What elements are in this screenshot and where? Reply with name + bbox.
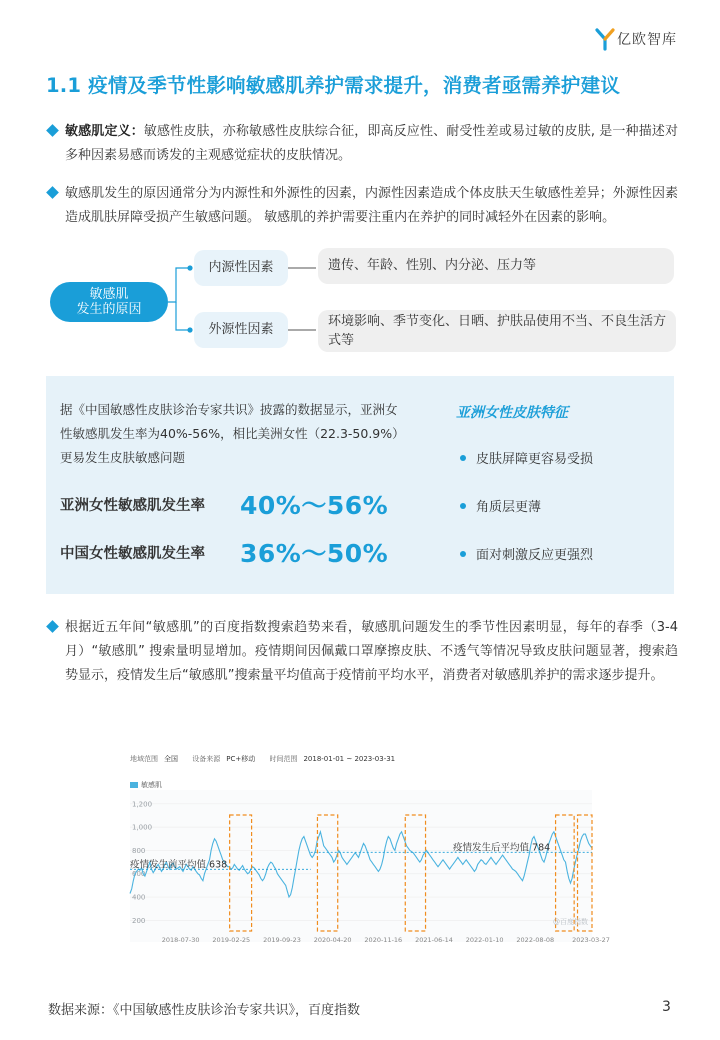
- legend-label: 敏感肌: [141, 781, 162, 789]
- bullet-dot-icon: [460, 551, 466, 557]
- trait-item: [460, 448, 593, 467]
- x-tick-label: 2019-09-23: [263, 936, 301, 944]
- trait-text: 角质层更薄: [476, 500, 542, 515]
- bullet-definition: [48, 120, 678, 168]
- brand-name: 亿欧智库: [617, 32, 677, 48]
- bullet-trend: [48, 616, 678, 688]
- chart-legend: [130, 780, 162, 790]
- y-tick-label: 600: [132, 870, 146, 879]
- legend-swatch: [130, 782, 138, 788]
- page-number: 3: [662, 999, 671, 1015]
- page-title: 1.1 疫情及季节性影响敏感肌养护需求提升，消费者亟需养护建议: [46, 74, 621, 97]
- diagram-root-line2: 发生的原因: [76, 302, 142, 317]
- bullet-dot-icon: [460, 503, 466, 509]
- diagram-desc-internal: 遗传、年龄、性别、内分泌、压力等: [318, 248, 674, 284]
- trait-text: 面对刺激反应更强烈: [476, 548, 594, 563]
- cause-diagram: [48, 244, 680, 356]
- x-tick-label: 2021-06-14: [415, 936, 453, 944]
- average-label: 疫情发生前平均值 638: [130, 859, 228, 871]
- y-tick-label: 1,000: [132, 823, 153, 832]
- brand-logo: [596, 26, 696, 52]
- meta-device-value: PC+移动: [226, 755, 256, 763]
- diagram-root-line1: 敏感肌: [89, 287, 129, 302]
- bullet-text: 根据近五年间“敏感肌”的百度指数搜索趋势来看，敏感肌问题发生的季节性因素明显，每年的春季（3-4月）“敏感肌” 搜索量明显增加。疫情期间因佩戴口罩摩擦皮肤、不透气等情况导致皮肤问题显著，搜索趋势显示，疫情发生后“敏感肌”搜索量平均值高于疫情前平均水平，消费者对敏感肌养护的需求逐步提升。: [65, 620, 678, 683]
- search-trend-chart: [126, 744, 610, 948]
- diagram-node-internal: 内源性因素: [194, 250, 288, 286]
- y-tick-label: 200: [132, 916, 146, 925]
- x-tick-label: 2020-04-20: [313, 936, 352, 944]
- bullet-dot-icon: [460, 455, 466, 461]
- chart-meta: [130, 754, 407, 764]
- chart-watermark: @百度指数: [553, 918, 588, 926]
- bullet-bold: 敏感肌定义：: [65, 124, 144, 139]
- meta-region-value: 全国: [164, 755, 178, 763]
- trait-item: [460, 496, 541, 515]
- trend-chart-svg: [126, 744, 610, 948]
- bullet-text: 敏感肌发生的原因通常分为内源性和外源性的因素，内源性因素造成个体皮肤天生敏感性差异；外源性因素造成肌肤屏障受损产生敏感问题。 敏感肌的养护需要注重内在养护的同时减轻外在因素的影响。: [65, 186, 678, 225]
- bullet-text: 敏感性皮肤，亦称敏感性皮肤综合征，即高反应性、耐受性差或易过敏的皮肤, 是一种描述对多种因素易感而诱发的主观感觉症状的皮肤情况。: [65, 124, 678, 163]
- meta-time-value: 2018-01-01 ~ 2023-03-31: [303, 755, 396, 763]
- x-tick-label: 2022-01-10: [465, 936, 504, 944]
- x-tick-label: 2018-07-30: [161, 936, 200, 944]
- trait-item: [460, 544, 593, 563]
- stat-label-china: 中国女性敏感肌发生率: [60, 546, 205, 562]
- y-tick-label: 1,200: [132, 800, 153, 809]
- diagram-node-external: 外源性因素: [194, 312, 288, 348]
- bullet-diamond-icon: [46, 620, 59, 633]
- meta-device-label: 设备来源: [192, 755, 221, 763]
- incidence-infobox: [46, 376, 674, 594]
- meta-region-label: 地域范围: [130, 755, 158, 763]
- brand-logo-icon: [596, 28, 614, 50]
- stat-value-china: 36%～50%: [240, 539, 389, 568]
- stat-value-asia: 40%～56%: [240, 491, 389, 520]
- x-tick-label: 2019-02-25: [212, 936, 251, 944]
- diagram-root: [50, 282, 168, 322]
- x-tick-label: 2023-03-27: [572, 936, 610, 944]
- x-tick-label: 2020-11-16: [364, 936, 403, 944]
- x-tick-label: 2022-08-08: [516, 936, 555, 944]
- data-source-footer: 数据来源：《中国敏感性皮肤诊治专家共识》，百度指数: [48, 1003, 361, 1018]
- diagram-desc-external: 环境影响、季节变化、日晒、护肤品使用不当、不良生活方式等: [318, 310, 676, 352]
- meta-time-label: 时间范围: [269, 755, 298, 763]
- bullet-diamond-icon: [46, 186, 59, 199]
- y-tick-label: 800: [132, 846, 146, 855]
- traits-title: 亚洲女性皮肤特征: [456, 405, 568, 421]
- y-tick-label: 400: [132, 893, 146, 902]
- bullet-diamond-icon: [46, 124, 59, 137]
- bullet-causes: [48, 182, 678, 230]
- stat-label-asia: 亚洲女性敏感肌发生率: [60, 498, 205, 514]
- trait-text: 皮肤屏障更容易受损: [476, 452, 594, 467]
- average-label: 疫情发生后平均值 784: [453, 842, 551, 854]
- infobox-description: 据《中国敏感性皮肤诊治专家共识》披露的数据显示，亚洲女性敏感肌发生率为40%-56%，相比美洲女性（22.3-50.9%）更易发生皮肤敏感问题: [60, 402, 399, 465]
